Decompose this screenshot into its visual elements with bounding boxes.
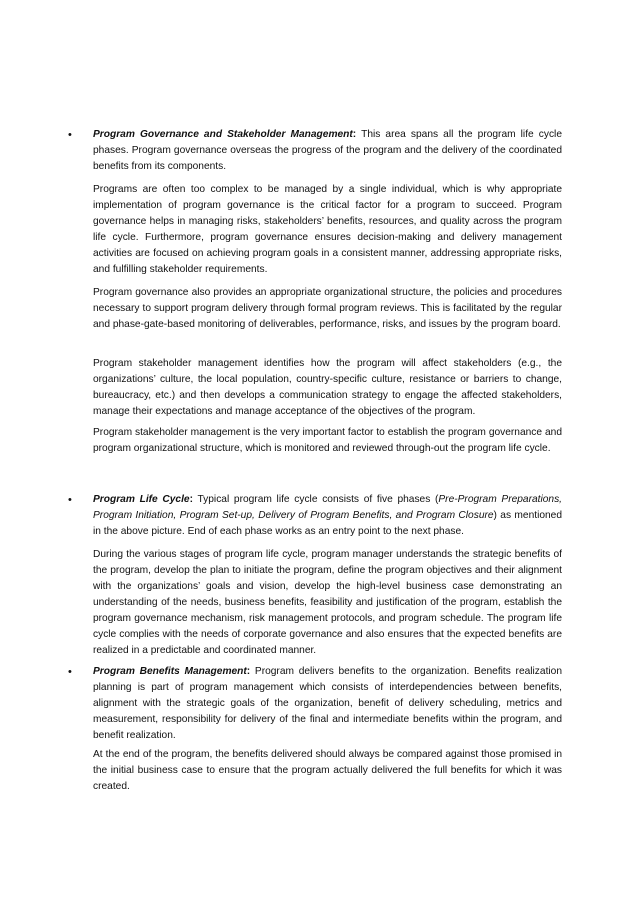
bullet-marker: • xyxy=(68,494,72,506)
bullet-marker: • xyxy=(68,129,72,141)
section-governance-paragraph: Programs are often too complex to be managed by a single individual, which is why appropriate implementation of program governance is the critical factor for a program to succeed. Program governance helps in managing risks, stakeholders’ benefits, resources, and quality across the program life cycle. Furthermore, program governance ensures decision-making and delivery management activities are focused on achieving program goals in a consistent manner, addressing appropriate risks, and fulfilling stakeholder requirements. xyxy=(93,184,562,275)
section-benefits-title: Program Benefits Management xyxy=(93,666,247,677)
section-lifecycle-title: Program Life Cycle xyxy=(93,494,190,505)
section-governance-paragraph: Program stakeholder management identifies how the program will affect stakeholders (e.g., the organizations’ culture, the local population, country-specific culture, resistance or barriers to change, bureaucracy, etc.) and then develops a communication strategy to engage the affected stakeholders, manage their expectations and manage acceptance of the objectives of the program. xyxy=(93,358,562,417)
section-lifecycle-paragraph: During the various stages of program life cycle, program manager understands the strategic benefits of the program, develop the plan to initiate the program, define the program objectives and their alignment with the organizations’ goals and vision, develop the high-level business case demonstrating an understanding of the needs, business benefits, feasibility and justification of the program, establish the program governance mechanism, risk management protocols, and program schedule. The program life cycle complies with the needs of corporate governance and also ensures that the expected benefits are realized in a predictable and coordinated manner. xyxy=(93,549,562,656)
section-governance-paragraph: Program stakeholder management is the very important factor to establish the program governance and program organizational structure, which is monitored and reviewed through-out the program life cycle. xyxy=(93,427,562,454)
section-governance-paragraph: Program governance also provides an appropriate organizational structure, the policies and procedures necessary to support program delivery through formal program reviews. This is facilitated by the regular and phase-gate-based monitoring of deliverables, performance, risks, and issues by the program board. xyxy=(93,287,562,330)
lifecycle-phases-list: Pre-Program Preparations, Program Initiation, Program Set-up, Delivery of Program Benefits, and Program Closure xyxy=(93,494,562,521)
section-governance-intro: Program Governance and Stakeholder Management: This area spans all the program life cycle phases. Program governance overseas the progress of the program and the delivery of the coordinated benefits from its components. xyxy=(93,129,562,172)
section-benefits-paragraph: At the end of the program, the benefits delivered should always be compared against those promised in the initial business case to ensure that the program actually delivered the full benefits for which it was created. xyxy=(93,749,562,792)
bullet-marker: • xyxy=(68,666,72,678)
section-lifecycle-intro: Program Life Cycle: Typical program life cycle consists of five phases (Pre-Program Preparations, Program Initiation, Program Set-up, Delivery of Program Benefits, and Program Closure) as mentioned in the above picture. End of each phase works as an entry point to the next phase. xyxy=(93,494,562,537)
section-governance-title: Program Governance and Stakeholder Management xyxy=(93,129,353,140)
section-benefits-intro: Program Benefits Management: Program delivers benefits to the organization. Benefits realization planning is part of program management which consists of interdependencies between benefits, alignment with the strategic goals of the organization, benefit of delivery scheduling, metrics and measurement, responsibility for delivery of the final and intermediate benefits within the program, and benefit realization. xyxy=(93,666,562,741)
